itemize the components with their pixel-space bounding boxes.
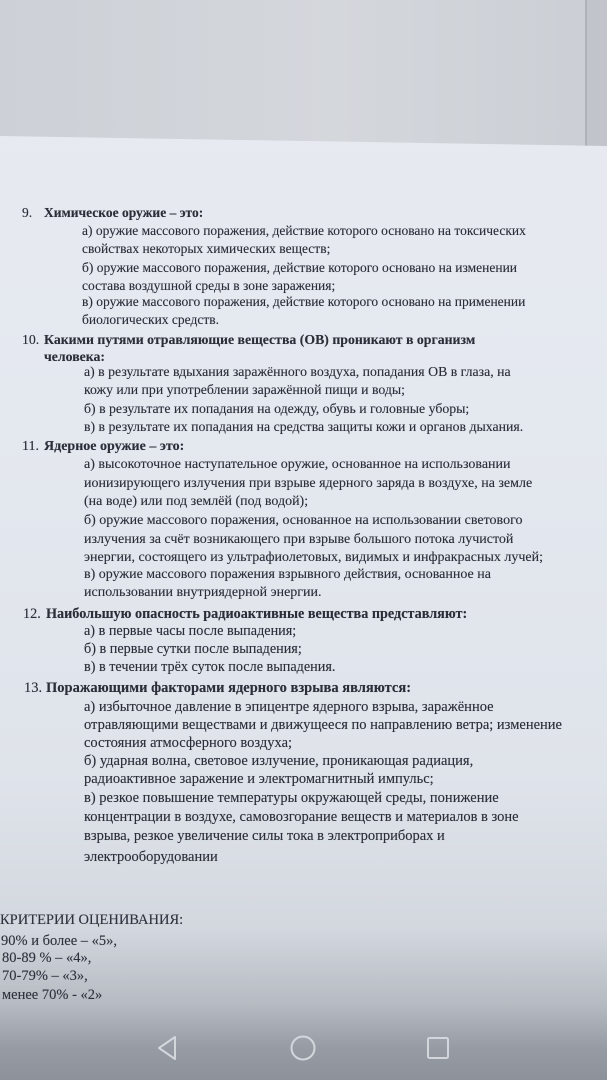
- question-title: человека:: [44, 349, 106, 364]
- question-number: 13.: [24, 680, 43, 696]
- option-line: взрыва, резкое увеличение силы тока в электроприборах и: [84, 828, 445, 844]
- option-line: а) высокоточное наступательное оружие, основанное на использовании: [84, 457, 511, 472]
- option-line: в) резкое повышение температуры окружающей среды, понижение: [84, 790, 499, 806]
- question-title: Ядерное оружие – это:: [44, 439, 185, 454]
- option-line: а) в первые часы после выпадения;: [84, 623, 297, 639]
- option-line: б) оружие массового поражения, основанное на использовании светового: [84, 513, 523, 528]
- question-title: Химическое оружие – это:: [44, 205, 204, 220]
- option-line: свойствах некоторых химических веществ;: [82, 241, 331, 256]
- option-line: а) в результате вдыхания заражённого воздуха, попадания ОВ в глаза, на: [84, 364, 511, 379]
- option-line: кожу или при употреблении заражённой пищи и воды;: [84, 382, 406, 397]
- question-title: Наибольшую опасность радиоактивные вещества представляют:: [46, 606, 468, 622]
- criteria-title: КРИТЕРИИ ОЦЕНИВАНИЯ:: [0, 912, 184, 928]
- option-line: отравляющими веществами и движущееся по направлению ветра; изменение: [84, 717, 562, 733]
- option-line: состояния атмосферного воздуха;: [84, 735, 293, 751]
- question-number: 12.: [23, 606, 41, 622]
- question-number: 10.: [22, 332, 40, 347]
- option-line: энергии, состоящего из ультрафиолетовых, видимых и инфракрасных лучей;: [84, 550, 543, 565]
- option-line: а) избыточное давление в эпицентре ядерного взрыва, заражённое: [84, 699, 494, 715]
- option-line: в) оружие массового поражения, действие которого основано на применении: [82, 294, 526, 309]
- home-circle-icon: [289, 1034, 317, 1062]
- option-line: излучения за счёт возникающего при взрыве большого потока лучистой: [84, 532, 514, 547]
- option-line: радиоактивное заражение и электромагнитный импульс;: [84, 771, 434, 787]
- recents-square-icon: [424, 1034, 452, 1062]
- option-line: б) в первые сутки после выпадения;: [84, 641, 302, 657]
- option-line: в) в результате их попадания на средства защиты кожи и органов дыхания.: [84, 419, 524, 434]
- back-button[interactable]: [154, 1034, 182, 1062]
- question-title: Какими путями отравляющие вещества (ОВ) проникают в организм: [44, 332, 476, 347]
- question-title: Поражающими факторами ядерного взрыва являются:: [46, 680, 412, 696]
- option-line: (на воде) или под землёй (под водой);: [84, 494, 309, 509]
- option-line: в) оружие массового поражения взрывного действия, основанное на: [84, 567, 491, 582]
- criteria-item: 80-89 % – «4»,: [2, 950, 92, 966]
- option-line: состава воздушной среды в зоне заражения;: [82, 278, 336, 293]
- option-line: б) ударная волна, световое излучение, проникающая радиация,: [84, 753, 474, 769]
- back-triangle-icon: [154, 1034, 182, 1062]
- option-line: концентрации в воздухе, самовозгорание веществ и материалов в зоне: [84, 809, 519, 825]
- option-line: в) в течении трёх суток после выпадения.: [84, 659, 336, 675]
- question-number: 9.: [22, 205, 33, 220]
- recents-button[interactable]: [424, 1034, 452, 1062]
- criteria-item: 70-79% – «3»,: [2, 968, 88, 984]
- option-line: б) оружие массового поражения, действие которого основано на изменении: [82, 260, 518, 275]
- option-line: б) в результате их попадания на одежду, обувь и головные уборы;: [84, 401, 470, 416]
- option-line: ионизирующего излучения при взрыве ядерного заряда в воздухе, на земле: [84, 476, 533, 491]
- question-number: 11.: [22, 439, 39, 454]
- option-line: биологических средств.: [82, 312, 219, 327]
- option-line: использовании внутриядерной энергии.: [84, 585, 322, 600]
- home-button[interactable]: [289, 1034, 317, 1062]
- navigation-bar: [0, 1012, 607, 1080]
- option-line: а) оружие массового поражения, действие которого основано на токсических: [82, 223, 526, 238]
- criteria-item: менее 70% - «2»: [2, 987, 103, 1003]
- option-line: электрооборудовании: [84, 849, 218, 865]
- criteria-item: 90% и более – «5»,: [1, 933, 118, 949]
